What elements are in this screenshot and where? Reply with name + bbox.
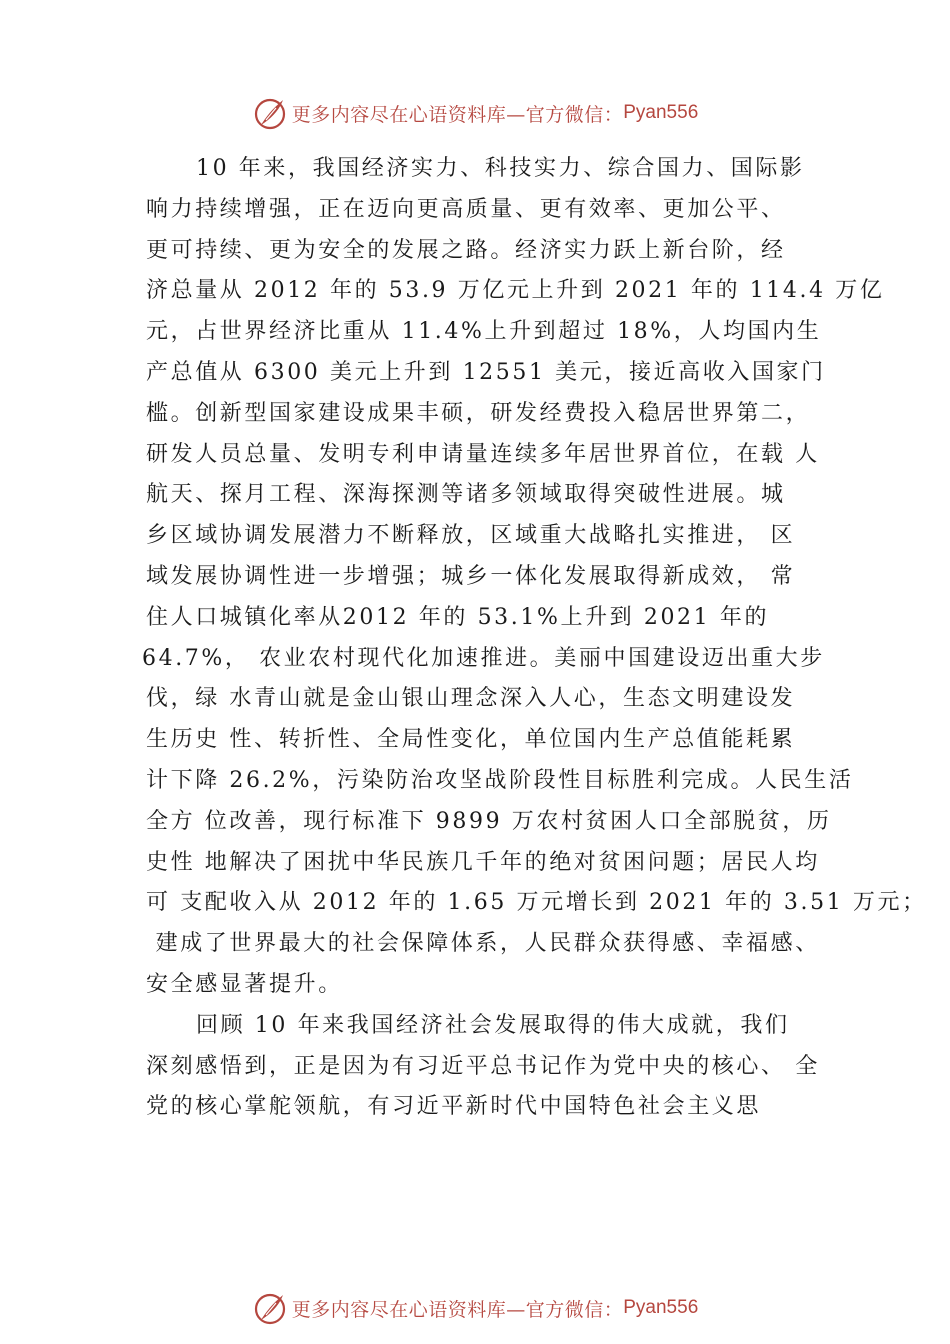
text-line: 史性 地解决了困扰中华民族几千年的绝对贫困问题；居民人均 xyxy=(146,849,820,875)
text-line: 更可持续、更为安全的发展之路。经济实力跃上新台阶，经 xyxy=(146,237,786,263)
text-line: 可 支配收入从 2012 年的 1.65 万元增长到 2021 年的 3.51 万元； xyxy=(146,890,927,916)
text-line: 域发展协调性进一步增强；城乡一体化发展取得新成效， 常 xyxy=(146,563,796,589)
text-line: 计下降 26.2%，污染防治攻坚战阶段性目标胜利完成。人民生活 xyxy=(146,767,854,793)
watermark-wechat-id: Pyan556 xyxy=(623,102,699,123)
text-line: 安全感显著提升。 xyxy=(146,971,343,997)
text-line: 建成了世界最大的社会保障体系，人民群众获得感、幸福感、 xyxy=(146,931,820,957)
text-line: 64.7%， 农业农村现代化加速推进。美丽中国建设迈出重大步 xyxy=(142,645,825,671)
quill-logo-icon xyxy=(252,95,288,131)
paragraph xyxy=(146,1006,836,1128)
text-line: 10 年来，我国经济实力、科技实力、综合国力、国际影 xyxy=(196,156,805,181)
text-line: 伐，绿 水青山就是金山银山理念深入人心，生态文明建设发 xyxy=(146,686,796,712)
header-watermark xyxy=(0,93,950,133)
text-line: 研发人员总量、发明专利申请量连续多年居世界首位，在载 人 xyxy=(146,441,820,467)
text-line: 济总量从 2012 年的 53.9 万亿元上升到 2021 年的 114.4 万亿 xyxy=(146,278,885,304)
text-line: 元，占世界经济比重从 11.4%上升到超过 18%，人均国内生 xyxy=(146,319,822,345)
text-line: 产总值从 6300 美元上升到 12551 美元，接近高收入国家门 xyxy=(146,359,826,385)
watermark-text: 更多内容尽在心语资料库—官方微信： xyxy=(291,103,624,126)
quill-logo-icon xyxy=(252,1290,288,1326)
footer-watermark xyxy=(0,1288,950,1328)
text-line: 槛。创新型国家建设成果丰硕，研发经费投入稳居世界第二， xyxy=(146,400,811,426)
watermark-text: 更多内容尽在心语资料库—官方微信： xyxy=(291,1298,624,1321)
text-line: 回顾 10 年来我国经济社会发展取得的伟大成就，我们 xyxy=(196,1012,790,1038)
article-body xyxy=(142,149,927,1128)
watermark-wechat-id: Pyan556 xyxy=(623,1297,699,1318)
text-line: 深刻感悟到，正是因为有习近平总书记作为党中央的核心、 全 xyxy=(146,1053,820,1079)
text-line: 全方 位改善，现行标准下 9899 万农村贫困人口全部脱贫，历 xyxy=(146,808,832,834)
text-line: 住人口城镇化率从2012 年的 53.1%上升到 2021 年的 xyxy=(146,604,770,630)
paragraph xyxy=(142,149,927,1006)
text-line: 航天、探月工程、深海探测等诸多领域取得突破性进展。城 xyxy=(146,482,786,508)
text-line: 响力持续增强，正在迈向更高质量、更有效率、更加公平、 xyxy=(146,196,786,222)
text-line: 生历史 性、转折性、全局性变化，单位国内生产总值能耗累 xyxy=(146,727,796,753)
text-line: 乡区域协调发展潜力不断释放，区域重大战略扎实推进， 区 xyxy=(146,523,796,549)
text-line: 党的核心掌舵领航，有习近平新时代中国特色社会主义思 xyxy=(146,1094,762,1120)
